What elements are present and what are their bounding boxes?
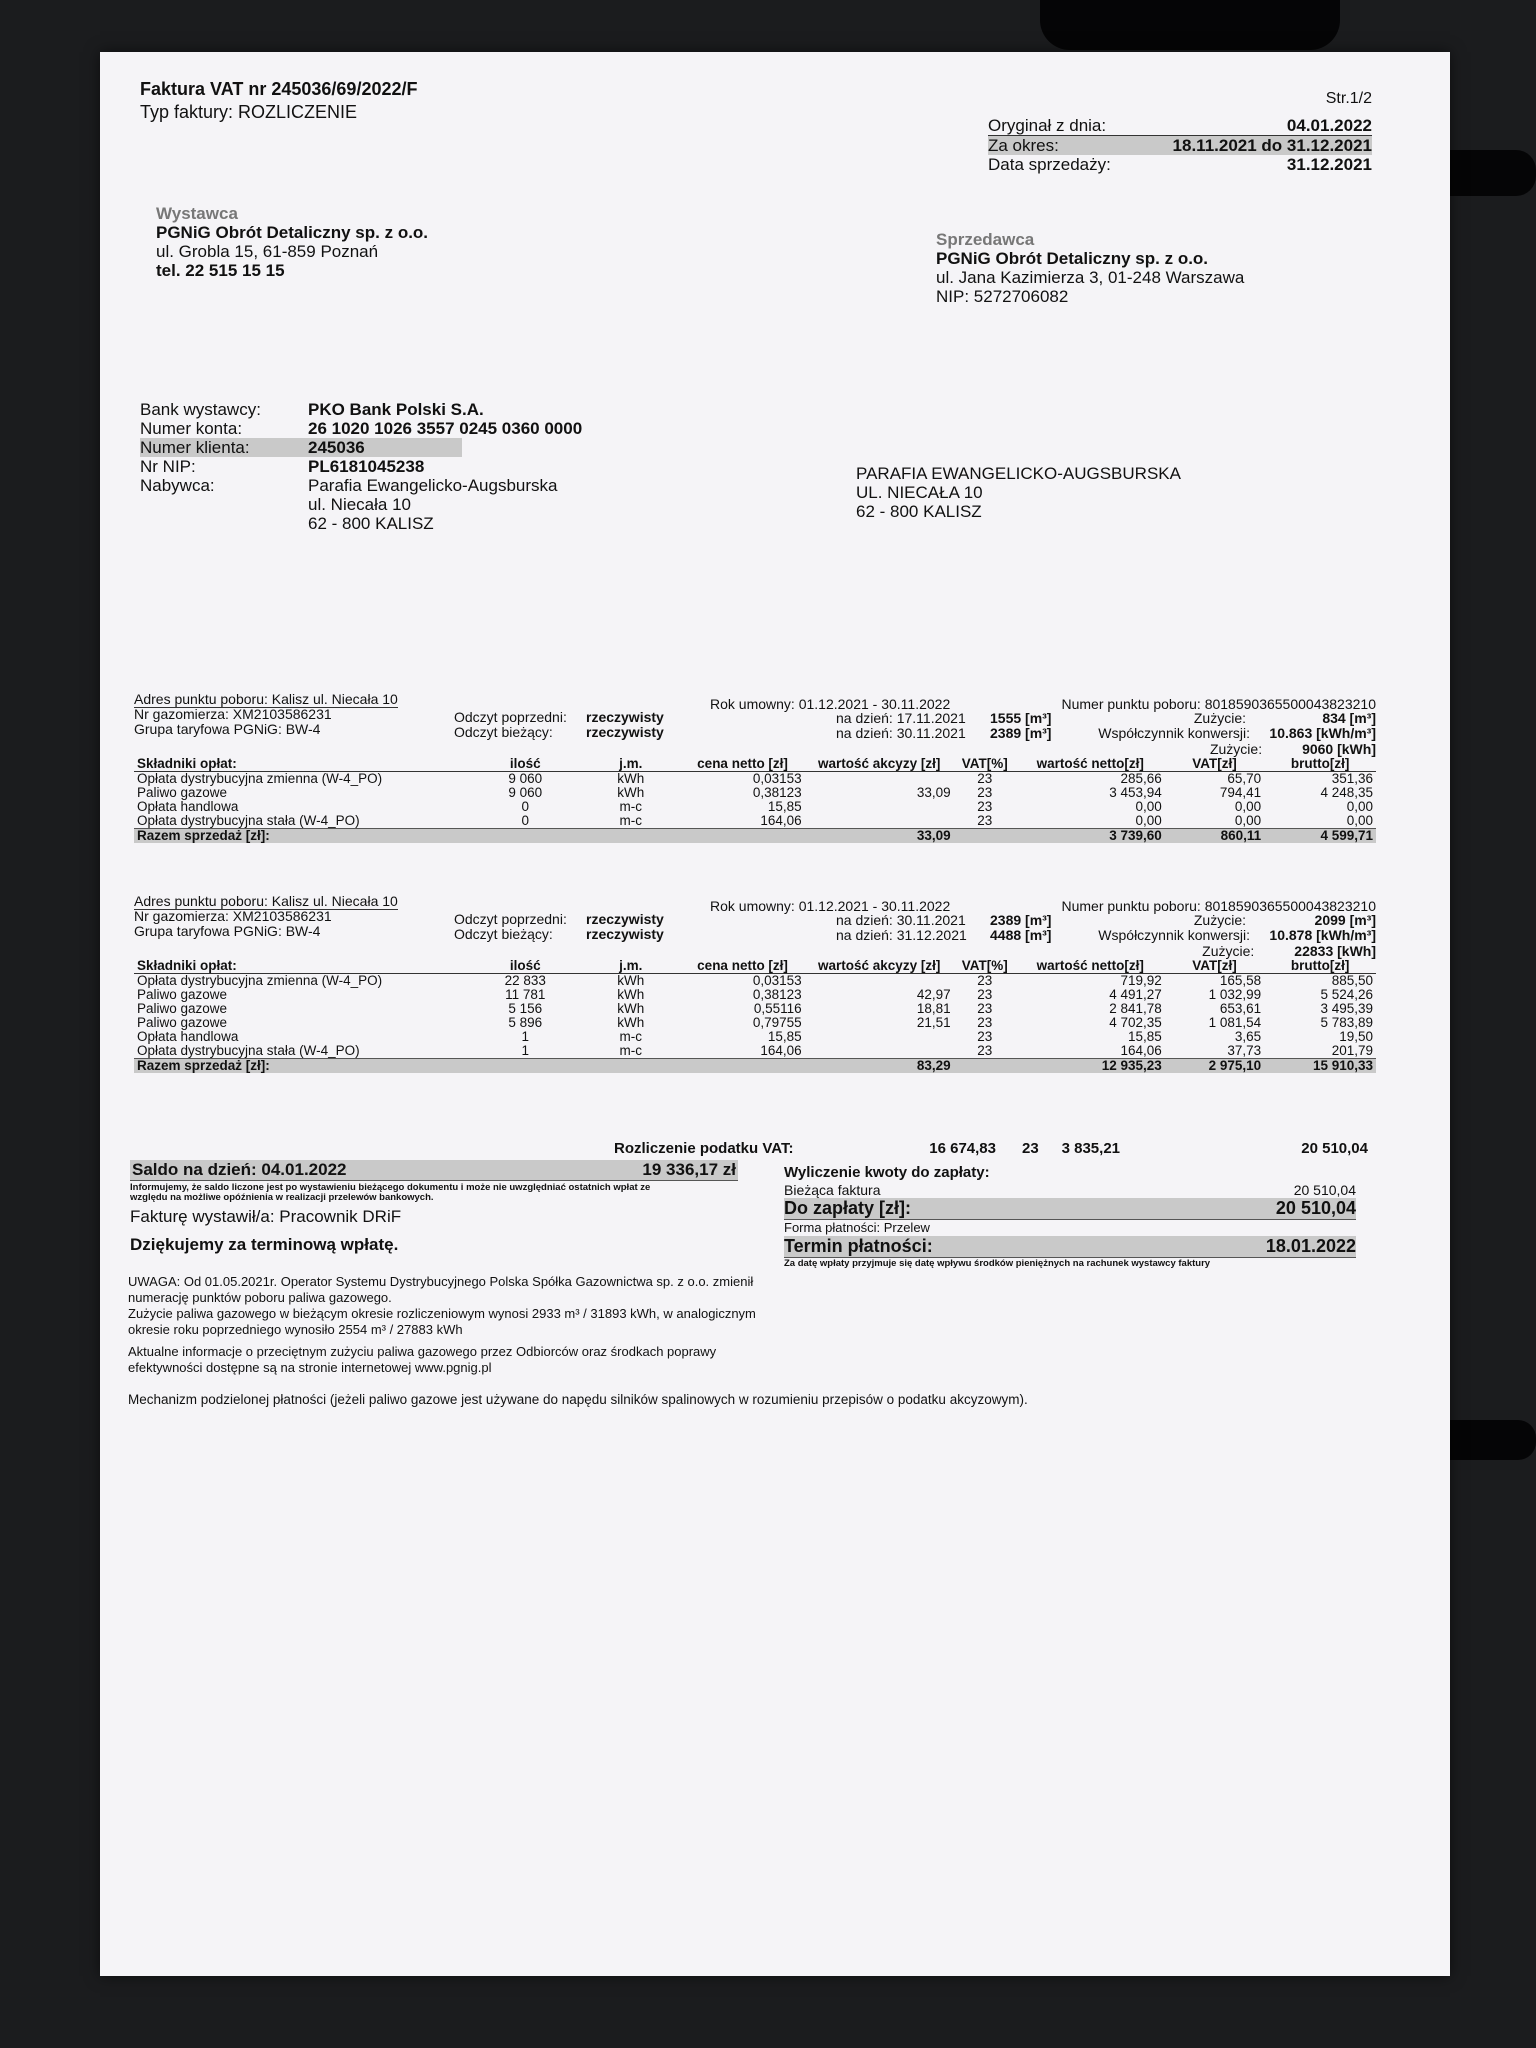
tariff-group: Grupa taryfowa PGNiG: BW-4 [134,721,321,737]
table-cell: 719,92 [1120,973,1162,988]
charges-table [134,757,1376,843]
date-sale: Data sprzedaży: 31.12.2021 [988,155,1372,174]
usage-kwh-label: Zużycie: [1209,741,1263,757]
table-cell: Opłata handlowa [137,799,239,814]
total-cell [469,1059,581,1074]
table-cell: 23 [977,1043,993,1058]
table-cell: 164,06 [1120,1043,1162,1058]
column-header: wartość akcyzy [zł] [805,757,954,772]
table-cell: 285,66 [1120,771,1162,786]
bank-name: PKO Bank Polski S.A. [308,400,484,419]
read-curr-label: Odczyt bieżący: [454,926,553,942]
table-row [134,772,1376,787]
read-curr-label: Odczyt bieżący: [454,724,553,740]
value-prev: 2389 [m³] [990,912,1052,928]
metering-section-2 [134,894,1376,1073]
thanks-text: Dziękujemy za terminową wpłatę. [130,1235,399,1254]
column-header: VAT[zł] [1165,959,1264,974]
recipient-block: PARAFIA EWANGELICKO-AUGSBURSKA UL. NIECAŁA 10 62 - 800 KALISZ [856,464,1181,521]
table-cell: 0 [521,799,529,814]
table-cell: Paliwo gazowe [137,1001,228,1016]
total-cell: 860,11 [1165,829,1264,844]
table-cell: 11 781 [505,987,546,1002]
table-cell: 0,55116 [753,1001,802,1016]
table-cell: 164,06 [760,813,802,828]
issuer-phone: tel. 22 515 15 15 [156,261,285,280]
table-cell: 0,00 [1135,799,1162,814]
total-cell [680,829,804,844]
charges-table [134,959,1376,1073]
table-cell: 15,85 [767,1029,802,1044]
table-row [134,1002,1376,1016]
column-header: Składniki opłat: [134,757,469,772]
payment-deadline: 18.01.2022 [1265,1236,1356,1256]
metering-section-1 [134,692,1376,843]
usage-m3-label: Zużycie: [1193,912,1246,928]
table-cell: 23 [977,785,993,800]
meter-number: Nr gazomierza: XM2103586231 [134,706,332,722]
client-number: 245036 [308,438,462,457]
tariff-group: Grupa taryfowa PGNiG: BW-4 [134,923,321,939]
seller-nip: NIP: 5272706082 [936,287,1069,306]
invoice-title: Faktura VAT nr 245036/69/2022/F [140,79,418,99]
table-cell: 5 156 [508,1001,543,1016]
total-cell: 15 910,33 [1264,1059,1376,1074]
date-original: Oryginał z dnia: 04.01.2022 [988,116,1372,135]
table-cell: 23 [977,813,993,828]
table-cell: 0,03153 [752,973,802,988]
buyer-address: Parafia Ewangelicko-Augsburska ul. Niecała 10 62 - 800 KALISZ [308,476,558,533]
table-cell [805,814,954,829]
table-cell: 0,38123 [752,785,802,800]
seller-address: ul. Jana Kazimierza 3, 01-248 Warszawa [936,268,1245,287]
total-cell: 4 599,71 [1264,829,1376,844]
table-cell: 0,00 [1346,799,1373,814]
table-cell: 9 060 [508,771,543,786]
section-header [134,692,1376,742]
column-header: VAT[zł] [1165,757,1264,772]
total-cell: 12 935,23 [1016,1059,1165,1074]
table-cell: 21,51 [916,1015,951,1030]
table-cell: m-c [619,1043,643,1058]
table-cell: kWh [617,1001,645,1016]
table-cell [805,800,954,814]
table-cell: 37,73 [1227,1043,1262,1058]
table-cell: Opłata dystrybucyjna stała (W-4_PO) [137,813,360,828]
column-header: ilość [469,757,581,772]
table-cell: 0,00 [1135,813,1162,828]
table-cell: 201,79 [1331,1043,1373,1058]
issuer-address: ul. Grobla 15, 61-859 Poznań [156,242,379,261]
column-header: wartość netto[zł] [1016,757,1165,772]
usage-m3-label: Zużycie: [1193,710,1246,726]
table-cell: Opłata dystrybucyjna zmienna (W-4_PO) [137,973,383,988]
usage-kwh-label: Zużycie: [1202,943,1255,959]
column-header: wartość akcyzy [zł] [805,959,954,974]
date-prev: na dzień: 30.11.2021 [836,912,966,928]
payment-block: Wyliczenie kwoty do zapłaty: Bieżąca faktura 20 510,04 Do zapłaty [zł]: 20 510,04 Forma płatności: Przelew Termin płatności: 18.01.2022 Za datę wpłaty przyjmuje się datę wpływu środków pieniężnych na rachunek wystawcy faktury [784,1164,1356,1269]
read-curr-value: rzeczywisty [586,926,664,942]
bank-block: Bank wystawcy: PKO Bank Polski S.A. Numer konta: 26 1020 1026 3557 0245 0360 0000 Numer klienta: 245036 Nr NIP: PL6181045238 Nabywca: Parafia Ewangelicko-Augsburska ul. Niecała 10 62 - 800 KALISZ [140,400,583,533]
date-period: Za okres: 18.11.2021 do 31.12.2021 [988,136,1372,155]
total-cell [954,829,1016,844]
split-payment-note: Mechanizm podzielonej płatności (jeżeli paliwo gazowe jest używane do napędu silników spalinowych w rozumieniu przepisów o podatku akcyzowym). [128,1392,1028,1407]
section-header [134,894,1376,944]
total-cell [581,1059,680,1074]
column-header: j.m. [581,757,680,772]
table-cell: kWh [617,771,645,786]
dates-box [988,116,1372,174]
read-prev-value: rzeczywisty [586,709,664,725]
table-cell: 0,79755 [752,1015,802,1030]
table-cell: 9 060 [508,785,543,800]
table-cell: 23 [977,1001,993,1016]
table-cell: 4 248,35 [1320,785,1373,800]
table-cell: 794,41 [1219,785,1262,800]
usage-kwh: 22833 [kWh] [1294,943,1376,959]
table-cell: 23 [977,799,993,814]
table-cell: 3,65 [1234,1029,1262,1044]
payment-title: Wyliczenie kwoty do zapłaty: [784,1164,990,1181]
read-prev-label: Odczyt poprzedni: [454,709,567,725]
amount-due: 20 510,04 [1275,1198,1356,1218]
read-prev-label: Odczyt poprzedni: [454,911,567,927]
table-cell: 0,00 [1346,813,1373,828]
value-curr: 2389 [m³] [990,725,1052,741]
column-header: VAT[%] [954,959,1016,974]
issuer-label: Wystawca [156,204,238,223]
table-cell: 1 081,54 [1208,1015,1262,1030]
table-cell: 1 [521,1043,529,1058]
value-curr: 4488 [m³] [990,927,1052,943]
point-address: Adres punktu poboru: Kalisz ul. Niecała 10 [134,893,398,909]
meter-number: Nr gazomierza: XM2103586231 [134,908,332,924]
table-cell: 653,61 [1219,1001,1262,1016]
table-cell: 5 524,26 [1320,987,1373,1002]
table-cell: 23 [977,987,993,1002]
table-cell [805,1044,954,1059]
table-cell: m-c [619,813,643,828]
total-cell [581,829,680,844]
date-prev: na dzień: 17.11.2021 [836,710,966,726]
table-cell: Paliwo gazowe [137,785,228,800]
column-header: cena netto [zł] [680,757,804,772]
buyer-nip: PL6181045238 [308,457,425,476]
total-cell: Razem sprzedaż [zł]: [134,829,469,844]
current-invoice-amount: 20 510,04 [1293,1182,1356,1198]
invoice-type: Typ faktury: ROZLICZENIE [140,102,358,122]
column-header: Składniki opłat: [134,959,469,974]
table-row [134,988,1376,1002]
total-cell [469,829,581,844]
table-cell [805,772,954,787]
table-cell: 5 896 [508,1015,543,1030]
table-cell: 3 495,39 [1320,1001,1373,1016]
table-cell: 15,85 [1128,1029,1162,1044]
conversion-factor: 10.863 [kWh/m³] [1269,725,1376,741]
table-cell: 1 032,99 [1208,987,1262,1002]
table-cell: 23 [977,771,993,786]
payment-form: Forma płatności: Przelew [784,1220,930,1235]
table-cell: 42,97 [916,987,951,1002]
saldo-note: Informujemy, że saldo liczone jest po wystawieniu bieżącego dokumentu i może nie uwzględniać ostatnich wpłat ze względu na możliwe opóźnienia w realizacji przelewów bankowych. [130,1182,651,1203]
background-bar [1040,0,1340,50]
total-row [134,829,1376,844]
table-cell: 22 833 [504,973,546,988]
table-cell: 4 491,27 [1109,987,1162,1002]
total-cell: 3 739,60 [1016,829,1165,844]
table-cell: kWh [617,785,645,800]
table-cell: kWh [617,1015,645,1030]
invoice-paper [100,52,1450,1976]
column-header: wartość netto[zł] [1016,959,1165,974]
value-prev: 1555 [m³] [990,710,1052,726]
table-cell: 0,00 [1234,799,1262,814]
table-cell: Opłata dystrybucyjna zmienna (W-4_PO) [137,771,383,786]
usage-m3: 2099 [m³] [1314,912,1376,928]
table-row [134,814,1376,829]
total-cell: Razem sprzedaż [zł]: [134,1059,469,1074]
saldo-row: Saldo na dzień: 04.01.2022 19 336,17 zł [132,1160,736,1179]
table-row [134,1030,1376,1044]
table-cell [805,1030,954,1044]
table-cell: 0,38123 [752,987,802,1002]
total-cell [680,1059,804,1074]
table-row [134,786,1376,800]
table-cell: 18,81 [916,1001,951,1016]
table-cell: 0 [521,813,529,828]
table-cell: Opłata dystrybucyjna stała (W-4_PO) [137,1043,360,1058]
table-cell: 885,50 [1331,973,1373,988]
table-row [134,800,1376,814]
vat-summary: Rozliczenie podatku VAT: 23 16 674,83 3 835,21 20 510,04 [614,1140,1368,1157]
table-cell: 2 841,78 [1109,1001,1162,1016]
column-header: j.m. [581,959,680,974]
table-cell: Paliwo gazowe [137,987,228,1002]
contract-year: Rok umowny: 01.12.2021 - 30.11.2022 [710,696,951,712]
table-cell: m-c [619,799,643,814]
total-row [134,1059,1376,1074]
table-cell: 65,70 [1227,771,1262,786]
total-cell: 83,29 [805,1059,954,1074]
column-header: brutto[zł] [1264,959,1376,974]
table-cell: 3 453,94 [1109,785,1162,800]
table-cell: 0,00 [1234,813,1262,828]
table-cell: 23 [977,973,993,988]
table-cell: 23 [977,1029,993,1044]
saldo-value: 19 336,17 zł [642,1160,736,1179]
table-cell: Paliwo gazowe [137,1015,228,1030]
conversion-label: Współczynnik konwersji: [1098,725,1250,741]
page-number: Str.1/2 [1325,90,1372,107]
account-number: 26 1020 1026 3557 0245 0360 0000 [308,419,583,438]
total-cell: 2 975,10 [1165,1059,1264,1074]
table-row [134,1044,1376,1059]
read-prev-value: rzeczywisty [586,911,664,927]
total-cell: 33,09 [805,829,954,844]
column-header: brutto[zł] [1264,757,1376,772]
conversion-label: Współczynnik konwersji: [1098,927,1250,943]
table-cell: 5 783,89 [1320,1015,1373,1030]
issuer-name: PGNiG Obrót Detaliczny sp. z o.o. [156,223,429,242]
table-cell: 15,85 [767,799,802,814]
amount-due-row: Do zapłaty [zł]: 20 510,04 [784,1198,1356,1218]
table-cell: 351,36 [1331,771,1373,786]
read-curr-value: rzeczywisty [586,724,664,740]
table-cell: 23 [977,1015,993,1030]
table-cell: 4 702,35 [1109,1015,1162,1030]
table-cell: 19,50 [1339,1029,1373,1044]
issued-by: Fakturę wystawił/a: Pracownik DRiF [130,1207,402,1226]
date-curr: na dzień: 31.12.2021 [836,927,967,943]
table-cell: 33,09 [916,785,951,800]
point-address: Adres punktu poboru: Kalisz ul. Niecała 10 [134,691,398,707]
date-curr: na dzień: 30.11.2021 [836,725,966,741]
table-cell [805,974,954,989]
table-cell: Opłata handlowa [137,1029,239,1044]
deadline-row: Termin płatności: 18.01.2022 [784,1236,1356,1256]
usage-kwh: 9060 [kWh] [1302,741,1376,757]
point-number: Numer punktu poboru: 8018590365500043823210 [1061,898,1376,914]
saldo-block [130,1160,738,1255]
table-cell: m-c [619,1029,643,1044]
table-row [134,1016,1376,1030]
table-cell: kWh [617,973,645,988]
notes-block: UWAGA: Od 01.05.2021r. Operator Systemu Dystrybucyjnego Polska Spółka Gazownictwa sp. z o.o. zmienił numerację punktów poboru paliwa gazowego. Zużycie paliwa gazowego w bieżącym okresie rozliczeniowym wynosi 2933 m³ / 31893 kWh, w analogicznym okresie roku poprzedniego wynosiło 2554 m³ / 27883 kWh Aktualne informacje o przeciętnym zużyciu paliwa gazowego przez Odbiorców oraz środkach poprawy efektywności dostępne są na stronie internetowej www.pgnig.pl [128,1274,756,1375]
table-cell: 165,58 [1219,973,1262,988]
contract-year: Rok umowny: 01.12.2021 - 30.11.2022 [710,898,951,914]
issuer-block [156,204,428,280]
table-cell: kWh [617,987,645,1002]
seller-block [936,230,1244,306]
column-header: cena netto [zł] [680,959,804,974]
table-cell: 0,03153 [752,771,802,786]
conversion-factor: 10.878 [kWh/m³] [1269,927,1376,943]
table-cell: 1 [521,1029,529,1044]
point-number: Numer punktu poboru: 8018590365500043823210 [1061,696,1376,712]
seller-name: PGNiG Obrót Detaliczny sp. z o.o. [936,249,1209,268]
column-header: ilość [469,959,581,974]
table-row [134,974,1376,989]
table-cell: 164,06 [760,1043,802,1058]
total-cell [954,1059,1016,1074]
column-header: VAT[%] [954,757,1016,772]
deadline-note: Za datę wpłaty przyjmuje się datę wpływu środków pieniężnych na rachunek wystawcy faktury [784,1258,1211,1269]
seller-label: Sprzedawca [936,230,1035,249]
usage-m3: 834 [m³] [1322,710,1376,726]
